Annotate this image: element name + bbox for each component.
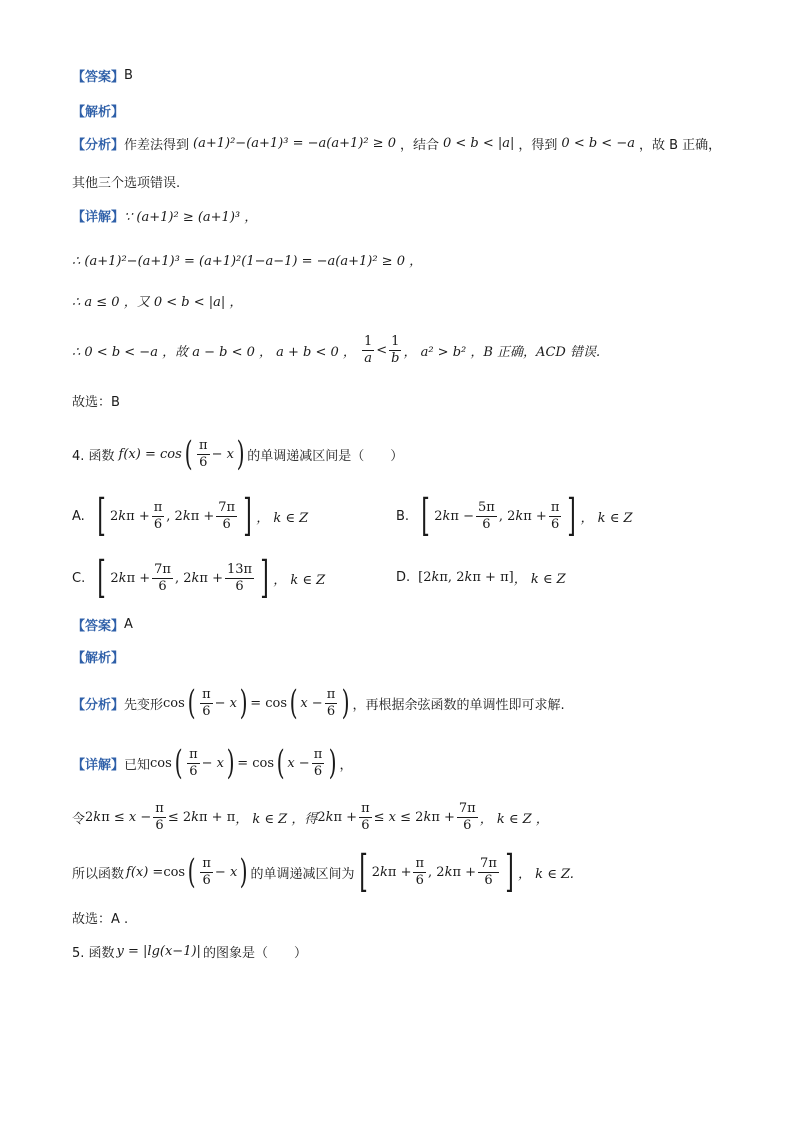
answer-value-2: A [124,617,133,632]
q3-detail-line-1 [72,206,257,225]
fenxi-text-3: ，得到 [518,138,558,153]
answer-tag: 【答案】 [72,70,125,85]
detail-math-4b: ， a² > b² ，B 正确，ACD 错误. [403,345,601,360]
detail-math-1: ∵ (a+1)² ≥ (a+1)³ ， [124,210,258,225]
fenxi-tag-2: 【分析】 [72,697,125,713]
q4-stem-math: f(x) = cos [118,446,182,462]
q4-fenxi-line: 【分析】 先变形 cos ( $\frac{\pi}{6}$ − x ) = cos ( x − $\frac{\pi}{6}$ ) ，再根据余弦函数的单调性即可求解. [72,683,565,723]
q4-stem: 4. 函数 f(x) = cos ( $\frac{\pi}{6}$ − x ) 的单调递减区间是（ ） [72,434,404,474]
fenxi-text: 作差法得到 [124,138,190,153]
detail-text-q4-5: 所以函数 [72,866,125,882]
detail-text-q4-6: 的单调递减区间为 [250,866,355,882]
option-b-k: ， k ∈ Z [580,510,633,526]
q3-answer-line [72,66,133,85]
fenxi-tag: 【分析】 [72,138,125,153]
option-b-label: B. [396,508,410,524]
option-a: A. [ 2kπ + $\frac{\pi}{6}$ , 2kπ + $\frac{7\pi}{6}$ ] ， k ∈ Z [72,490,309,541]
q4-analysis-line [72,647,124,666]
answer-tag-2: 【答案】 [72,619,125,634]
option-c: C. [ 2kπ + $\frac{7\pi}{6}$ , 2kπ + $\frac{13\pi}{6}$ ] ， k ∈ Z [72,552,326,603]
option-b: B. [ 2kπ − $\frac{5\pi}{6}$ , 2kπ + $\frac{\pi}{6}$ ] ， k ∈ Z [396,490,633,541]
q5-stem-math: y = |lg(x−1)| [116,944,201,959]
fenxi-math-3: 0 < b < −a [561,136,635,151]
fraction-1-over-b: $\frac{1}{b}$ [391,334,400,366]
detail-text-q4-2: 令 [72,812,86,827]
q5-stem [72,942,307,961]
option-a-k: ， k ∈ Z [256,510,309,526]
option-d: D. [2kπ, 2kπ + π] ， k ∈ Z [396,570,566,587]
option-c-k: ， k ∈ Z [273,572,326,588]
q4-stem-text: 4. 函数 [72,448,115,464]
answer-value: B [124,68,133,83]
detail-math-2: ∴ (a+1)²−(a+1)³ = (a+1)²(1−a−1) = −a(a+1)² ≥ 0 ， [72,254,423,269]
detail-text-q4-3: ， k ∈ Z ，得 [235,812,318,827]
q5-stem-text-2: 的图象是（ ） [202,946,307,961]
choose-text-2: 故选：A . [72,912,129,927]
q3-choose-line [72,391,120,410]
fenxi-text-4: ，故 B 正确， [638,138,722,153]
fenxi-math-2: 0 < b < |a| [442,136,515,151]
detail-math-3: ∴ a ≤ 0 ，又 0 < b < |a| ， [72,295,243,310]
q3-analysis-line [72,101,124,120]
q4-answer-line [72,615,133,634]
fenxi-math: (a+1)²−(a+1)³ = −a(a+1)² ≥ 0 [193,136,396,151]
q3-detail-line-3 [72,291,242,310]
q3-detail-line-4: ∴ 0 < b < −a ，故 a − b < 0 ， a + b < 0 ， $\frac{1}{a}$ < $\frac{1}{b}$ ， a² > b² ，B 正确，ACD 错误. [72,334,601,366]
q4-stem-text-2: 的单调递减区间是（ ） [247,448,404,464]
detail-text-q4-4: ， k ∈ Z ， [479,812,549,827]
option-a-label: A. [72,508,85,524]
detail-tag-2: 【详解】 [72,757,125,773]
fenxi-text-5: 其他三个选项错误. [72,176,181,191]
q4-detail-line-3: 所以函数 f(x) = cos ( $\frac{\pi}{6}$ − x ) 的单调递减区间为 [ 2kπ + $\frac{\pi}{6}$ , 2kπ + $\frac{7\pi}{6}$ ] ， k ∈ Z. [72,846,574,897]
detail-text-q4: 已知 [124,757,151,773]
analysis-tag: 【解析】 [72,105,125,120]
option-c-label: C. [72,570,86,586]
choose-text: 故选：B [72,395,120,410]
q5-stem-text: 5. 函数 [72,946,115,961]
detail-text-q4-7: ， k ∈ Z. [518,866,574,882]
fraction-1-over-a: $\frac{1}{a}$ [363,334,373,366]
q3-fenxi-line [72,134,721,153]
option-d-k: ， k ∈ Z [513,572,566,587]
detail-tag: 【详解】 [72,210,125,225]
detail-math-4a: ∴ 0 < b < −a ，故 a − b < 0 ， a + b < 0 ， [72,345,356,360]
fraction-pi-6: $\frac{\pi}{6}$ [199,437,208,470]
q3-detail-line-2 [72,250,422,269]
analysis-tag-2: 【解析】 [72,651,125,666]
q3-fenxi-line-2 [72,172,180,191]
q4-detail-line-2: 令 2kπ ≤ x − $\frac{\pi}{6}$ ≤ 2kπ + π ， k ∈ Z ，得 2kπ + $\frac{\pi}{6}$ ≤ x ≤ 2kπ + $\frac{7\pi}{6}$ ， k ∈ Z ， [72,801,549,833]
q4-detail-line-1: 【详解】 已知 cos ( $\frac{\pi}{6}$ − x ) = cos ( x − $\frac{\pi}{6}$ ) ， [72,743,353,783]
fenxi-text-q4: 先变形 [124,697,164,713]
fenxi-text-q4-2: ，再根据余弦函数的单调性即可求解. [352,697,565,713]
q4-choose-line [72,908,128,927]
fenxi-text-2: ，结合 [399,138,439,153]
option-d-label: D. [396,570,411,585]
